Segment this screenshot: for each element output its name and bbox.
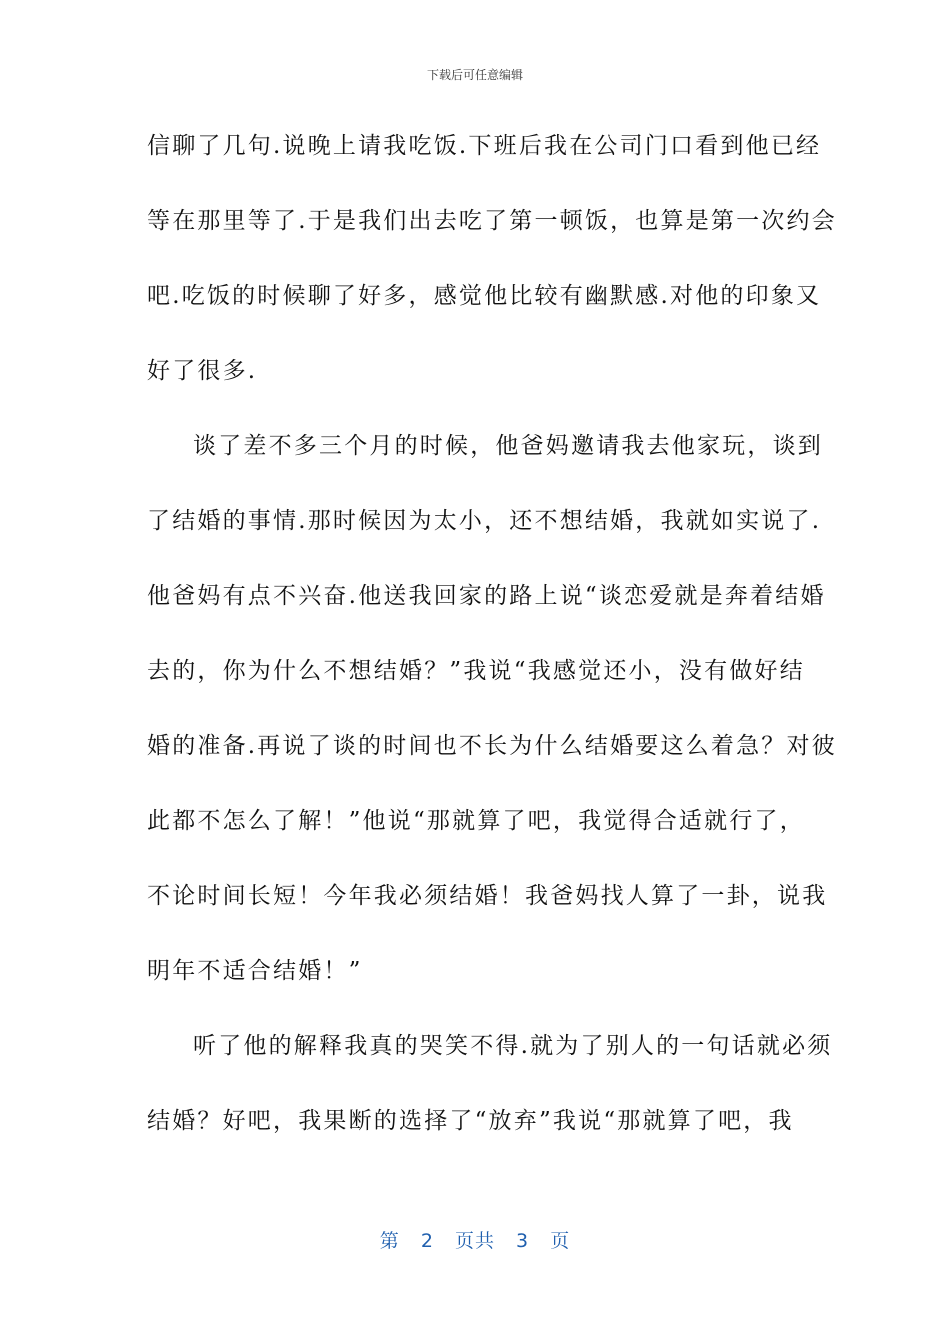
text-line-8: 去的，你为什么不想结婚？”我说“我感觉还小，没有做好结	[147, 658, 805, 684]
text-line-11: 不论时间长短！今年我必须结婚！我爸妈找人算了一卦，说我	[147, 883, 828, 909]
text-line-9: 婚的准备.再说了谈的时间也不长为什么结婚要这么着急？对彼	[147, 733, 837, 759]
document-body	[147, 128, 837, 1178]
text-line-7: 他爸妈有点不兴奋.他送我回家的路上说“谈恋爱就是奔着结婚	[147, 583, 826, 609]
footer-total-pages: 3	[516, 1230, 530, 1252]
footer-current-page: 2	[420, 1230, 434, 1252]
text-line-12: 明年不适合结婚！”	[147, 958, 363, 984]
text-line-1: 信聊了几句.说晚上请我吃饭.下班后我在公司门口看到他已经	[147, 133, 822, 159]
text-line-10: 此都不怎么了解！”他说“那就算了吧，我觉得合适就行了，	[147, 808, 805, 834]
footer-middle: 页共	[454, 1230, 495, 1252]
text-line-4: 好了很多.	[147, 358, 258, 384]
text-line-3: 吧.吃饭的时候聊了好多，感觉他比较有幽默感.对他的印象又	[147, 283, 822, 309]
footer-prefix: 第	[379, 1230, 400, 1252]
header-note: 下载后可任意编辑	[426, 68, 523, 82]
text-line-5: 谈了差不多三个月的时候，他爸妈邀请我去他家玩，谈到	[193, 433, 823, 459]
footer-suffix: 页	[550, 1230, 571, 1252]
text-line-6: 了结婚的事情.那时候因为太小，还不想结婚，我就如实说了.	[147, 508, 822, 534]
text-line-13: 听了他的解释我真的哭笑不得.就为了别人的一句话就必须	[193, 1033, 833, 1059]
page-footer	[0, 1226, 950, 1253]
text-line-2: 等在那里等了.于是我们出去吃了第一顿饭，也算是第一次约会	[147, 208, 837, 234]
text-line-14: 结婚？好吧，我果断的选择了“放弃”我说“那就算了吧，我	[147, 1108, 794, 1134]
